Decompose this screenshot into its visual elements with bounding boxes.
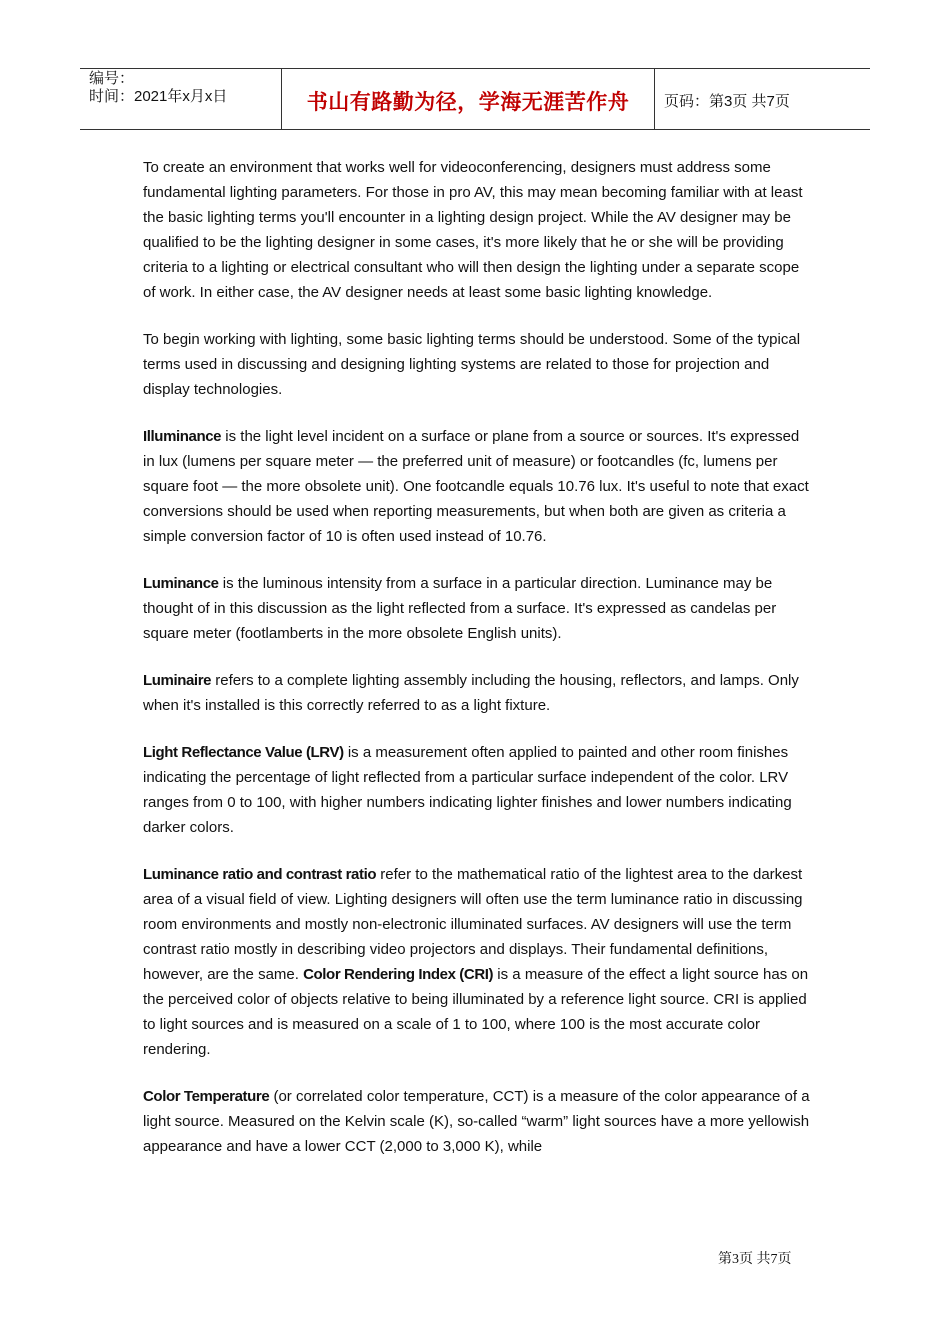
paragraph-color-temperature [143,1084,811,1159]
term-luminaire: Luminaire [143,672,212,689]
definition-text: is the luminous intensity from a surface in a particular direction. Luminance may be thought of in this discussion as the light reflected from a surface. It's expressed as candelas per square meter (footlamberts in the more obsolete English units). [143,575,777,642]
paragraph [143,155,811,305]
number-label: 编号： [89,70,135,87]
term-lrv: Light Reflectance Value (LRV) [143,744,344,761]
paragraph [143,327,811,402]
term-illuminance: Illuminance [143,428,222,445]
paragraph-text: To create an environment that works well for videoconferencing, designers must address some fundamental lighting parameters. For those in pro AV, this may mean becoming familiar with at least the basic lighting terms you'll encounter in a lighting design project. While the AV designer may be qualified to be the lighting designer in some cases, it's more likely that he or she will be providing criteria to a lighting or electrical consultant who will then design the lighting under a separate scope of work. In either case, the AV designer needs at least some basic lighting knowledge. [143,159,803,301]
paragraph-luminance [143,571,811,646]
header-page-cell [654,69,870,129]
definition-text: refers to a complete lighting assembly including the housing, reflectors, and lamps. Only when it's installed is this correctly referred to as a light fixture. [143,672,799,714]
definition-text: (or correlated color temperature, CCT) is a measure of the color appearance of a light source. Measured on the Kelvin scale (K), so-called “warm” light sources have a more yellowish appearance and have a lower CCT (2,000 to 3,000 K), while [143,1088,810,1155]
paragraph-ratios [143,862,811,1062]
time-label: 时间：2021年x月x日 [89,88,228,105]
paragraph-lrv [143,740,811,840]
page-header [80,68,870,130]
definition-text: refer to the mathematical ratio of the lightest area to the darkest area of a visual field of view. Lighting designers will often use the term luminance ratio in discussing room environments and mostly non-electronic illuminated surfaces. AV designers will use the term contrast ratio mostly in describing video projectors and displays. Their fundamental definitions, however, are the same. [143,866,803,983]
paragraph-luminaire [143,668,811,718]
term-cri: Color Rendering Index (CRI) [303,966,494,983]
paragraph-illuminance [143,424,811,549]
document-body [143,155,811,1181]
motto: 书山有路勤为径，学海无涯苦作舟 [306,90,630,114]
term-color-temperature: Color Temperature [143,1088,270,1105]
definition-text: is a measure of the effect a light source has on the perceived color of objects relative to being illuminated by a reference light source. CRI is applied to light sources and is measured on a scale of 1 to 100, where 100 is the most accurate color rendering. [143,966,809,1058]
definition-text: is the light level incident on a surface or plane from a source or sources. It's expressed in lux (lumens per square meter — the preferred unit of measure) or footcandles (fc, lumens per square foot — the more obsolete unit). One footcandle equals 10.76 lux. It's useful to note that exact conversions should be used when reporting measurements, but when both are given as criteria a simple conversion factor of 10 is often used instead of 10.76. [143,428,809,545]
term-luminance-ratio: Luminance ratio and contrast ratio [143,866,377,883]
term-luminance: Luminance [143,575,219,592]
paragraph-text: To begin working with lighting, some basic lighting terms should be understood. Some of the typical terms used in discussing and designing lighting systems are related to those for projection and display technologies. [143,331,801,398]
page-code: 页码：第3页 共7页 [664,93,790,110]
header-motto-cell [281,69,655,129]
definition-text: is a measurement often applied to painted and other room finishes indicating the percentage of light reflected from a particular surface independent of the color. LRV ranges from 0 to 100, with higher numbers indicating lighter finishes and lower numbers indicating darker colors. [143,744,792,836]
page-footer: 第3页 共7页 [718,1252,792,1267]
header-info-cell [80,69,280,129]
